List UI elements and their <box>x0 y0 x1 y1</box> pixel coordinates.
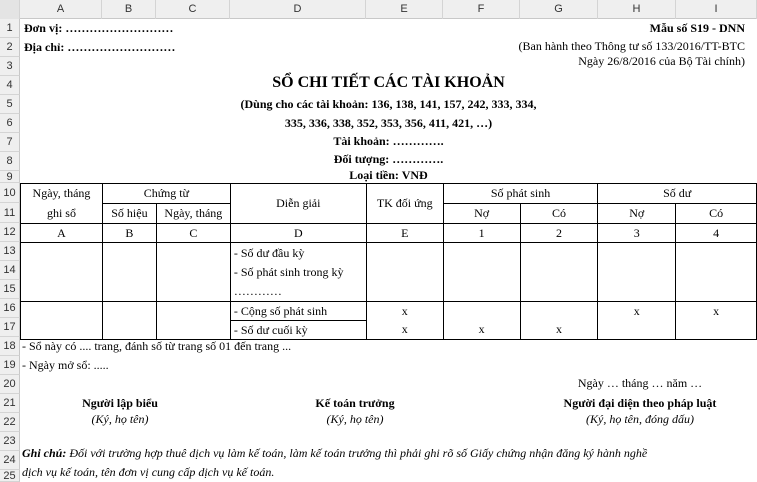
row-header[interactable]: 17 <box>0 318 20 337</box>
preparer-title: Người lập biểu <box>82 396 158 410</box>
period-transactions-line: - Số phát sinh trong kỳ <box>233 265 344 279</box>
code-cell: 1 <box>443 224 520 243</box>
body-cell[interactable] <box>156 243 230 302</box>
subject-label: Đối tượng: …………. <box>333 152 444 166</box>
debit-header: Nợ <box>443 204 520 224</box>
column-header-i[interactable]: I <box>676 0 757 19</box>
row-header[interactable]: 23 <box>0 432 20 451</box>
body-cell[interactable] <box>21 243 103 302</box>
column-header-bar <box>0 0 757 19</box>
date-header: Ngày, tháng <box>21 184 103 204</box>
transactions-header: Số phát sinh <box>443 184 598 204</box>
row-header[interactable]: 2 <box>0 38 20 57</box>
row-header[interactable]: 4 <box>0 76 20 95</box>
row-header[interactable]: 8 <box>0 152 20 171</box>
body-cell[interactable] <box>156 302 230 321</box>
row-header[interactable]: 22 <box>0 413 20 432</box>
legal-rep-signature: (Ký, họ tên, đóng dấu) <box>586 412 694 426</box>
code-cell: E <box>366 224 443 243</box>
x-mark[interactable]: x <box>443 321 520 340</box>
closing-balance-line[interactable]: - Số dư cuối kỳ <box>230 321 366 340</box>
body-cell[interactable] <box>443 243 520 302</box>
column-header-b[interactable]: B <box>102 0 156 19</box>
ellipsis-line: ………… <box>233 284 282 298</box>
row-header[interactable]: 21 <box>0 394 20 413</box>
row-header[interactable]: 20 <box>0 375 20 394</box>
x-mark[interactable]: x <box>366 321 443 340</box>
voucher-number-header: Số hiệu <box>102 204 156 224</box>
page-title: SỔ CHI TIẾT CÁC TÀI KHOẢN <box>272 74 505 91</box>
body-cell[interactable] <box>21 321 103 340</box>
row-header[interactable]: 3 <box>0 57 20 76</box>
x-mark[interactable]: x <box>366 302 443 321</box>
currency-label: Loại tiền: VNĐ <box>349 168 428 182</box>
row-header[interactable]: 24 <box>0 451 20 470</box>
body-cell[interactable] <box>676 321 757 340</box>
code-cell: B <box>102 224 156 243</box>
legal-rep-title: Người đại diện theo pháp luật <box>563 396 717 410</box>
body-cell[interactable] <box>520 243 598 302</box>
row-header[interactable]: 18 <box>0 337 20 356</box>
page-count-note: - Sổ này có .... trang, đánh số từ trang số 01 đến trang ... <box>22 339 292 353</box>
don-vi-label: Đơn vị: ……………………… <box>24 21 174 35</box>
dia-chi-label: Địa chỉ: ……………………… <box>24 40 176 54</box>
row-header[interactable]: 16 <box>0 299 20 318</box>
subtitle-line-1: (Dùng cho các tài khoản: 136, 138, 141, 157, 242, 333, 334, <box>240 97 537 111</box>
row-header[interactable]: 12 <box>0 223 20 242</box>
note-text-1: Đối với trường hợp thuê dịch vụ làm kế toán, làm kế toán trưởng thì phải ghi rõ số Giấy chứng nhận đăng ký hành nghề <box>69 446 648 460</box>
description-header: Diễn giải <box>230 184 366 224</box>
balance-debit-header: Nợ <box>598 204 676 224</box>
issuance-line-2: Ngày 26/8/2016 của Bộ Tài chính) <box>578 54 745 68</box>
ledger-table <box>20 183 757 340</box>
body-cell[interactable] <box>102 321 156 340</box>
row-header[interactable]: 14 <box>0 261 20 280</box>
column-header-g[interactable]: G <box>520 0 598 19</box>
voucher-date-header: Ngày, tháng <box>156 204 230 224</box>
row-header[interactable]: 9 <box>0 171 20 183</box>
note-line-2: dịch vụ kế toán, tên đơn vị cung cấp dịch vụ kế toán. <box>22 465 275 479</box>
column-header-h[interactable]: H <box>598 0 676 19</box>
total-transactions-line[interactable]: - Cộng số phát sinh <box>230 302 366 321</box>
body-cell[interactable] <box>443 302 520 321</box>
column-header-e[interactable]: E <box>366 0 443 19</box>
row-header[interactable]: 19 <box>0 356 20 375</box>
sign-date: Ngày … tháng … năm … <box>577 376 703 390</box>
opening-balance-line: - Số dư đầu kỳ <box>233 246 305 260</box>
row-header[interactable]: 13 <box>0 242 20 261</box>
open-date-note: - Ngày mở sổ: ..... <box>22 358 109 372</box>
row-header[interactable]: 5 <box>0 95 20 114</box>
body-cell[interactable] <box>102 243 156 302</box>
code-cell: D <box>230 224 366 243</box>
posting-header: ghi sổ <box>21 204 103 224</box>
preparer-signature: (Ký, họ tên) <box>91 412 149 426</box>
code-cell: 4 <box>676 224 757 243</box>
code-cell: 2 <box>520 224 598 243</box>
row-header[interactable]: 11 <box>0 203 20 223</box>
code-cell: A <box>21 224 103 243</box>
body-cell[interactable] <box>102 302 156 321</box>
chief-accountant-title: Kế toán trưởng <box>315 396 395 410</box>
body-cell[interactable] <box>156 321 230 340</box>
description-block[interactable] <box>230 243 366 302</box>
issuance-line-1: (Ban hành theo Thông tư số 133/2016/TT-BTC <box>518 39 745 53</box>
body-cell[interactable] <box>598 321 676 340</box>
subtitle-line-2: 335, 336, 338, 352, 353, 356, 411, 421, …) <box>284 116 493 130</box>
worksheet[interactable] <box>20 19 757 482</box>
body-cell[interactable] <box>676 243 757 302</box>
code-cell: 3 <box>598 224 676 243</box>
row-header[interactable]: 10 <box>0 183 20 203</box>
form-number: Mẫu số S19 - DNN <box>649 21 745 35</box>
note-label: Ghi chú: <box>22 446 67 460</box>
row-header[interactable]: 15 <box>0 280 20 299</box>
balance-header: Số dư <box>598 184 757 204</box>
x-mark[interactable]: x <box>598 302 676 321</box>
row-header[interactable]: 6 <box>0 114 20 133</box>
body-cell[interactable] <box>21 302 103 321</box>
chief-accountant-signature: (Ký, họ tên) <box>326 412 384 426</box>
body-cell[interactable] <box>366 243 443 302</box>
row-header[interactable]: 25 <box>0 470 20 482</box>
x-mark[interactable]: x <box>520 321 598 340</box>
column-header-c[interactable]: C <box>156 0 230 19</box>
column-header-a[interactable]: A <box>20 0 102 19</box>
column-header-d[interactable]: D <box>230 0 366 19</box>
note-line-1 <box>22 446 647 461</box>
row-header[interactable]: 7 <box>0 133 20 152</box>
body-cell[interactable] <box>520 302 598 321</box>
row-header[interactable]: 1 <box>0 19 20 38</box>
column-header-f[interactable]: F <box>443 0 520 19</box>
voucher-header: Chứng từ <box>102 184 230 204</box>
credit-header: Có <box>520 204 598 224</box>
x-mark[interactable]: x <box>676 302 757 321</box>
body-cell[interactable] <box>598 243 676 302</box>
account-label: Tài khoản: …………. <box>333 134 444 148</box>
counter-account-header: TK đối ứng <box>366 184 443 224</box>
code-cell: C <box>156 224 230 243</box>
balance-credit-header: Có <box>676 204 757 224</box>
select-all-corner[interactable] <box>0 0 20 19</box>
